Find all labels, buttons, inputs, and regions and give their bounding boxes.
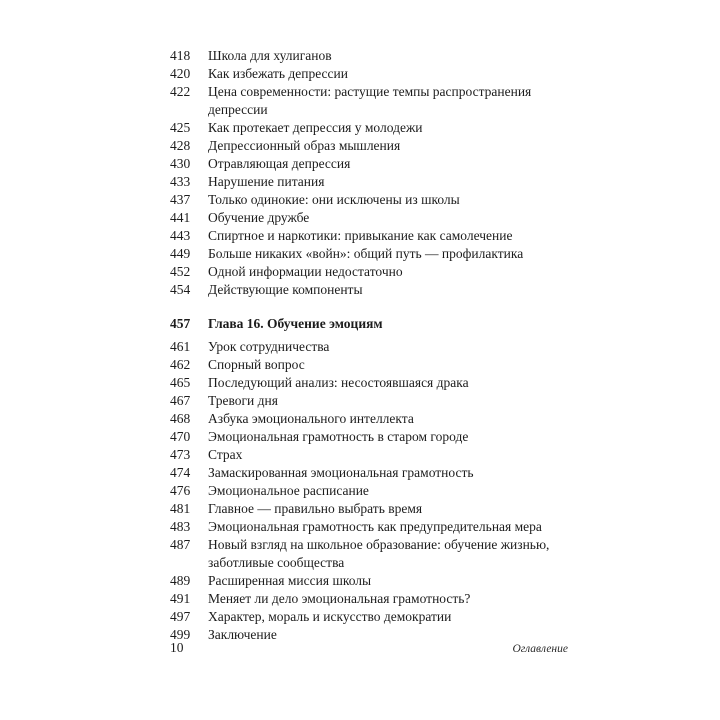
toc-entry-title: Азбука эмоционального интеллекта xyxy=(208,411,414,426)
toc-entry-number: 489 xyxy=(170,573,191,588)
toc-entry-title: Главное — правильно выбрать время xyxy=(208,501,423,516)
toc-row xyxy=(170,119,568,137)
toc-row xyxy=(170,155,568,173)
toc-entry-title: Эмоциональная грамотность в старом городе xyxy=(208,429,469,444)
toc-entry-number: 467 xyxy=(170,393,191,408)
toc-row xyxy=(170,446,568,464)
toc-row xyxy=(170,536,568,572)
toc-entry-number: 443 xyxy=(170,228,191,243)
toc-entry-number: 476 xyxy=(170,483,191,498)
toc-entry-number: 437 xyxy=(170,192,191,207)
toc-entry-title: Как протекает депрессия у молодежи xyxy=(208,120,423,135)
toc-entry-title: Расширенная миссия школы xyxy=(208,573,372,588)
toc-entry-number: 461 xyxy=(170,339,191,354)
toc-entry-number: 457 xyxy=(170,316,191,331)
toc-entry-number: 487 xyxy=(170,537,191,552)
toc-row xyxy=(170,315,568,333)
toc-entry-number: 481 xyxy=(170,501,191,516)
toc-entry-title: Только одинокие: они исключены из школы xyxy=(208,192,460,207)
toc-row xyxy=(170,374,568,392)
toc-entry-number: 430 xyxy=(170,156,191,171)
toc-entry-number: 462 xyxy=(170,357,191,372)
toc-entry-title: Спорный вопрос xyxy=(208,357,305,372)
footer-page-number: 10 xyxy=(170,640,184,655)
toc-entry-title: Тревоги дня xyxy=(208,393,278,408)
toc-row xyxy=(170,191,568,209)
toc-row xyxy=(170,137,568,155)
toc-row xyxy=(170,65,568,83)
toc-entry-number: 428 xyxy=(170,138,191,153)
toc-row xyxy=(170,47,568,65)
toc-entry-title: Последующий анализ: несостоявшаяся драка xyxy=(208,375,469,390)
toc-row xyxy=(170,518,568,536)
toc-row xyxy=(170,572,568,590)
toc-row xyxy=(170,173,568,191)
toc-entry-title: Обучение дружбе xyxy=(208,210,310,225)
toc-entry-title: Заключение xyxy=(208,627,277,642)
toc-entry-number: 499 xyxy=(170,627,191,642)
toc-entry-title: Нарушение питания xyxy=(208,174,325,189)
toc-row xyxy=(170,338,568,356)
toc-row xyxy=(170,245,568,263)
toc-row xyxy=(170,356,568,374)
toc-entry-number: 425 xyxy=(170,120,191,135)
toc-list xyxy=(170,47,568,644)
toc-entry-number: 449 xyxy=(170,246,191,261)
toc-entry-number: 483 xyxy=(170,519,191,534)
toc-entry-title: Урок сотрудничества xyxy=(208,339,330,354)
toc-entry-number: 468 xyxy=(170,411,191,426)
toc-entry-title: Спиртное и наркотики: привыкание как самолечение xyxy=(208,228,513,243)
toc-entry-title: Школа для хулиганов xyxy=(208,48,332,63)
toc-entry-number: 465 xyxy=(170,375,191,390)
toc-entry-number: 473 xyxy=(170,447,191,462)
toc-entry-number: 433 xyxy=(170,174,191,189)
toc-entry-title: Меняет ли дело эмоциональная грамотность? xyxy=(208,591,471,606)
toc-row xyxy=(170,590,568,608)
toc-entry-title: Страх xyxy=(208,447,243,462)
toc-row xyxy=(170,227,568,245)
toc-entry-title: Эмоциональная грамотность как предупредительная мера xyxy=(208,519,542,534)
toc-entry-title: Действующие компоненты xyxy=(208,282,363,297)
toc-entry-title: Депрессионный образ мышления xyxy=(208,138,401,153)
toc-entry-number: 422 xyxy=(170,84,191,99)
toc-row xyxy=(170,209,568,227)
toc-entry-number: 420 xyxy=(170,66,191,81)
toc-entry-number: 470 xyxy=(170,429,191,444)
toc-entry-number: 418 xyxy=(170,48,191,63)
toc-entry-number: 441 xyxy=(170,210,191,225)
toc-row xyxy=(170,83,568,119)
toc-entry-title: Цена современности: растущие темпы распространения депрессии xyxy=(208,84,532,117)
footer-section-label: Оглавление xyxy=(512,643,568,655)
toc-row xyxy=(170,410,568,428)
page-footer xyxy=(170,640,568,656)
toc-entry-title: Больше никаких «войн»: общий путь — профилактика xyxy=(208,246,524,261)
toc-row xyxy=(170,608,568,626)
toc-entry-title: Новый взгляд на школьное образование: обучение жизнью, заботливые сообщества xyxy=(208,537,550,570)
toc-entry-title: Глава 16. Обучение эмоциям xyxy=(208,316,383,331)
toc-row xyxy=(170,263,568,281)
toc-row xyxy=(170,482,568,500)
toc-entry-title: Одной информации недостаточно xyxy=(208,264,403,279)
toc-entry-title: Как избежать депрессии xyxy=(208,66,348,81)
toc-entry-number: 497 xyxy=(170,609,191,624)
toc-entry-title: Замаскированная эмоциональная грамотность xyxy=(208,465,474,480)
toc-entry-title: Характер, мораль и искусство демократии xyxy=(208,609,452,624)
toc-row xyxy=(170,428,568,446)
toc-entry-title: Отравляющая депрессия xyxy=(208,156,351,171)
toc-entry-number: 491 xyxy=(170,591,191,606)
toc-entry-number: 452 xyxy=(170,264,191,279)
toc-row xyxy=(170,392,568,410)
toc-row xyxy=(170,500,568,518)
toc-entry-number: 474 xyxy=(170,465,191,480)
toc-entry-number: 454 xyxy=(170,282,191,297)
toc-row xyxy=(170,464,568,482)
toc-entry-title: Эмоциональное расписание xyxy=(208,483,369,498)
toc-row xyxy=(170,281,568,299)
